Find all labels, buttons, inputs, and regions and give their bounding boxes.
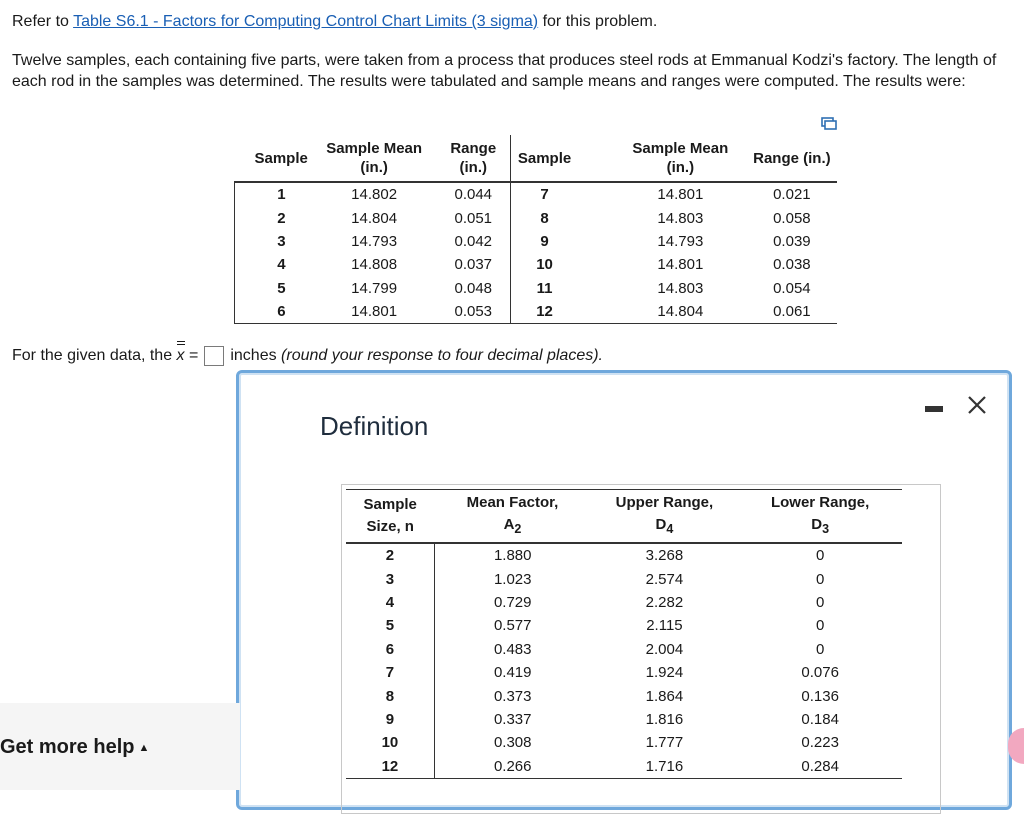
- header-mean-factor-label: Mean Factor,: [466, 494, 559, 511]
- lower-range-factor: 0: [815, 640, 825, 658]
- sample-data-table: [234, 135, 837, 324]
- answer-equals: =: [184, 347, 199, 364]
- sample-mean: 14.804: [657, 303, 704, 321]
- sample-size: 3: [346, 567, 434, 590]
- table-row: [346, 638, 902, 661]
- mean-factor: 1.023: [493, 570, 532, 588]
- table-row: [346, 661, 902, 684]
- mean-factor: 0.729: [493, 593, 532, 611]
- header-a2-symbol: A: [503, 516, 515, 533]
- sample-mean: 14.804: [351, 209, 398, 227]
- mean-factor: 0.373: [493, 687, 532, 705]
- table-row: [346, 708, 902, 731]
- sample-mean: 14.803: [657, 209, 704, 227]
- sample-size: 7: [346, 661, 434, 684]
- upper-range-factor: 2.115: [646, 617, 683, 635]
- lower-range-factor: 0: [815, 547, 825, 565]
- header-lower-range-label: Lower Range,: [770, 494, 870, 511]
- sample-size: 8: [346, 684, 434, 707]
- sample-mean: 14.802: [351, 186, 398, 204]
- sample-number: 8: [540, 209, 549, 227]
- table-row: [235, 253, 838, 276]
- table-row: [346, 731, 902, 754]
- sample-mean: 14.808: [351, 256, 398, 274]
- sample-size: 4: [346, 591, 434, 614]
- lower-range-factor: 0: [815, 617, 825, 635]
- header-upper-range: [591, 490, 739, 544]
- close-icon[interactable]: [965, 393, 989, 417]
- sample-mean: 14.801: [657, 186, 704, 204]
- header-d4-subscript: 4: [666, 522, 674, 536]
- header-sample-size: Sample Size, n: [346, 490, 434, 544]
- sample-range: 0.048: [436, 277, 510, 300]
- answer-prefix: For the given data, the: [12, 347, 177, 364]
- x-double-bar-symbol: x: [177, 345, 185, 367]
- table-row: [235, 206, 838, 229]
- sample-number: 3: [235, 230, 312, 253]
- sample-range: 0.037: [436, 253, 510, 276]
- sample-mean: 14.801: [657, 256, 704, 274]
- lower-range-factor: 0.223: [801, 734, 839, 752]
- table-row: [235, 277, 838, 300]
- intro-line: [12, 11, 1002, 32]
- sample-range: 0.042: [436, 230, 510, 253]
- header-mean-factor: [434, 490, 590, 544]
- intro-suffix: for this problem.: [538, 13, 658, 30]
- upper-range-factor: 1.924: [645, 664, 684, 682]
- header-sample-mean: Sample Mean (in.): [312, 135, 437, 182]
- sample-number: 7: [540, 186, 549, 204]
- sample-size: 2: [346, 543, 434, 567]
- sample-size: 5: [346, 614, 434, 637]
- sample-range: 0.058: [773, 209, 811, 227]
- lower-range-factor: 0: [815, 593, 825, 611]
- header-range: Range (in.): [436, 135, 510, 182]
- lower-range-factor: 0.076: [801, 664, 839, 682]
- sample-range: 0.051: [436, 206, 510, 229]
- upper-range-factor: 1.864: [645, 687, 684, 705]
- upper-range-factor: 1.777: [645, 734, 684, 752]
- answer-row: [12, 345, 603, 367]
- header-d3-symbol: D: [811, 516, 823, 533]
- sample-size: 10: [346, 731, 434, 754]
- table-row: [346, 567, 902, 590]
- sample-range: 0.039: [773, 232, 811, 250]
- sample-range: 0.021: [773, 186, 811, 204]
- sample-number: 1: [235, 182, 312, 206]
- sample-number: 5: [235, 277, 312, 300]
- sample-number: 9: [540, 232, 549, 250]
- caret-up-icon: ▲: [138, 741, 150, 754]
- sample-mean: 14.793: [657, 232, 704, 250]
- sample-range: 0.061: [773, 303, 811, 321]
- header-d4-symbol: D: [655, 516, 667, 533]
- dialog-title: Definition: [320, 411, 429, 441]
- table-row: [346, 543, 902, 567]
- answer-unit: inches: [230, 347, 277, 364]
- upper-range-factor: 2.004: [645, 640, 684, 658]
- mean-factor: 0.577: [493, 617, 532, 635]
- lower-range-factor: 0.284: [801, 757, 839, 775]
- sample-size: 6: [346, 638, 434, 661]
- sample-mean: 14.803: [657, 279, 704, 297]
- upper-range-factor: 3.268: [645, 547, 684, 565]
- x-double-bar-input[interactable]: [204, 346, 224, 366]
- table-s6-1-link[interactable]: Table S6.1 - Factors for Computing Control Chart Limits (3 sigma): [73, 13, 539, 30]
- upper-range-factor: 1.816: [645, 710, 684, 728]
- header-range-2: Range (in.): [747, 135, 837, 182]
- table-row: [346, 684, 902, 707]
- upper-range-factor: 2.574: [645, 570, 684, 588]
- problem-text: Twelve samples, each containing five parts, were taken from a process that produces steel rods at Emmanual Kodzi's factory. The length of each rod in the samples was determined. The results were tabulated and sample means and ranges were computed. The results were:: [12, 52, 997, 90]
- upper-range-factor: 1.716: [645, 757, 684, 775]
- sample-number: 2: [235, 206, 312, 229]
- mean-factor: 0.483: [493, 640, 532, 658]
- header-sample: Sample: [235, 135, 312, 182]
- header-d3-subscript: 3: [822, 522, 830, 536]
- mean-factor: 1.880: [493, 547, 532, 565]
- sample-number: 6: [235, 300, 312, 324]
- mean-factor: 0.419: [493, 664, 532, 682]
- intro-prefix: Refer to: [12, 13, 74, 30]
- header-lower-range: [738, 490, 902, 544]
- header-sample-mean-2: Sample Mean (in.): [578, 135, 747, 182]
- sample-range: 0.054: [773, 279, 811, 297]
- sample-number: 11: [536, 279, 553, 297]
- sample-number: 10: [536, 256, 553, 274]
- sample-range: 0.038: [773, 256, 811, 274]
- header-upper-range-label: Upper Range,: [615, 494, 714, 511]
- lower-range-factor: 0: [815, 570, 825, 588]
- table-row: [235, 300, 838, 324]
- lower-range-factor: 0.136: [801, 687, 839, 705]
- get-more-help-label: Get more help: [0, 736, 135, 758]
- sample-mean: 14.793: [351, 232, 398, 250]
- control-chart-factors-table: [346, 489, 902, 779]
- sample-number: 4: [235, 253, 312, 276]
- lower-range-factor: 0.184: [801, 710, 839, 728]
- table-row: [346, 591, 902, 614]
- header-a2-subscript: 2: [514, 522, 522, 536]
- answer-rounding-note: (round your response to four decimal places).: [281, 347, 603, 364]
- mean-factor: 0.308: [493, 734, 532, 752]
- table-row: [346, 614, 902, 637]
- sample-size: 12: [346, 755, 434, 779]
- sample-size: 9: [346, 708, 434, 731]
- upper-range-factor: 2.282: [645, 593, 684, 611]
- table-row: [235, 182, 838, 206]
- header-sample-2: Sample: [511, 135, 578, 182]
- mean-factor: 0.337: [493, 710, 532, 728]
- table-row: [346, 755, 902, 779]
- minimize-icon[interactable]: [925, 406, 943, 412]
- definition-dialog: [236, 370, 1012, 810]
- sample-number: 12: [536, 303, 553, 321]
- table-row: [235, 230, 838, 253]
- sample-mean: 14.799: [351, 279, 398, 297]
- mean-factor: 0.266: [493, 757, 532, 775]
- sample-range: 0.053: [436, 300, 510, 324]
- copy-data-icon[interactable]: [821, 117, 837, 131]
- get-more-help-button[interactable]: [0, 736, 149, 759]
- sample-mean: 14.801: [351, 303, 398, 321]
- sample-range: 0.044: [436, 182, 510, 206]
